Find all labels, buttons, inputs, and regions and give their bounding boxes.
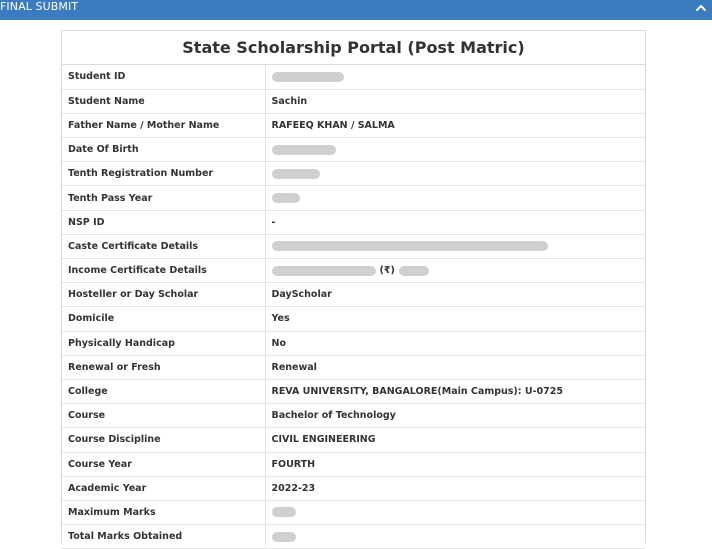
row-value: Yes [265,307,645,331]
table-row-course-year [62,452,645,476]
row-value [265,186,645,210]
row-value: 2022-23 [265,476,645,500]
row-label: Father Name / Mother Name [62,113,265,137]
row-label: Tenth Pass Year [62,186,265,210]
redacted-value [399,266,429,276]
row-value [265,525,645,549]
table-row-tenth-registration [62,162,645,186]
row-value [265,138,645,162]
row-label: Academic Year [62,476,265,500]
row-label: Domicile [62,307,265,331]
table-row-caste-certificate [62,234,645,258]
scholarship-summary-panel [61,30,646,543]
row-value: No [265,331,645,355]
table-row-domicile [62,307,645,331]
row-label: Tenth Registration Number [62,162,265,186]
row-value: DayScholar [265,283,645,307]
row-label: Renewal or Fresh [62,355,265,379]
row-value: Sachin [265,89,645,113]
table-row-course [62,404,645,428]
redacted-value [272,266,376,276]
row-label: Course Year [62,452,265,476]
table-row-total-marks [62,525,645,549]
currency-label: (₹) [379,265,395,277]
table-row-renewal [62,355,645,379]
redacted-value [272,507,296,517]
chevron-up-icon[interactable] [694,1,708,15]
row-label: Physically Handicap [62,331,265,355]
table-row-student-name [62,89,645,113]
table-row-tenth-pass-year [62,186,645,210]
row-value [265,234,645,258]
table-row-nsp-id [62,210,645,234]
row-label: Hosteller or Day Scholar [62,283,265,307]
row-label: Student Name [62,89,265,113]
row-label: Course [62,404,265,428]
row-value: Renewal [265,355,645,379]
row-value [265,259,645,283]
row-value: FOURTH [265,452,645,476]
table-row-academic-year [62,476,645,500]
table-row-date-of-birth [62,138,645,162]
table-row-income-certificate [62,259,645,283]
row-value [265,500,645,524]
table-row-course-discipline [62,428,645,452]
row-value: CIVIL ENGINEERING [265,428,645,452]
redacted-value [272,241,548,251]
redacted-value [272,169,320,179]
row-label: Total Marks Obtained [62,525,265,549]
row-label: Income Certificate Details [62,259,265,283]
page-title: State Scholarship Portal (Post Matric) [62,31,645,65]
row-label: Maximum Marks [62,500,265,524]
row-label: College [62,379,265,403]
table-row-physically-handicap [62,331,645,355]
row-value: - [265,210,645,234]
redacted-value [272,72,344,82]
details-table [62,65,645,549]
table-row-parent-names [62,113,645,137]
redacted-value [272,193,300,203]
redacted-value [272,532,296,542]
table-row-maximum-marks [62,500,645,524]
row-value: RAFEEQ KHAN / SALMA [265,113,645,137]
redacted-value [272,145,336,155]
row-label: Caste Certificate Details [62,234,265,258]
row-label: Student ID [62,65,265,89]
row-label: Date Of Birth [62,138,265,162]
table-row-hosteller [62,283,645,307]
table-row-college [62,379,645,403]
final-submit-title: FINAL SUBMIT [0,0,79,13]
row-value: REVA UNIVERSITY, BANGALORE(Main Campus): U-0725 [265,379,645,403]
row-label: NSP ID [62,210,265,234]
final-submit-bar[interactable] [0,0,712,20]
row-value [265,162,645,186]
row-value [265,65,645,89]
table-row-student-id [62,65,645,89]
row-value: Bachelor of Technology [265,404,645,428]
row-label: Course Discipline [62,428,265,452]
